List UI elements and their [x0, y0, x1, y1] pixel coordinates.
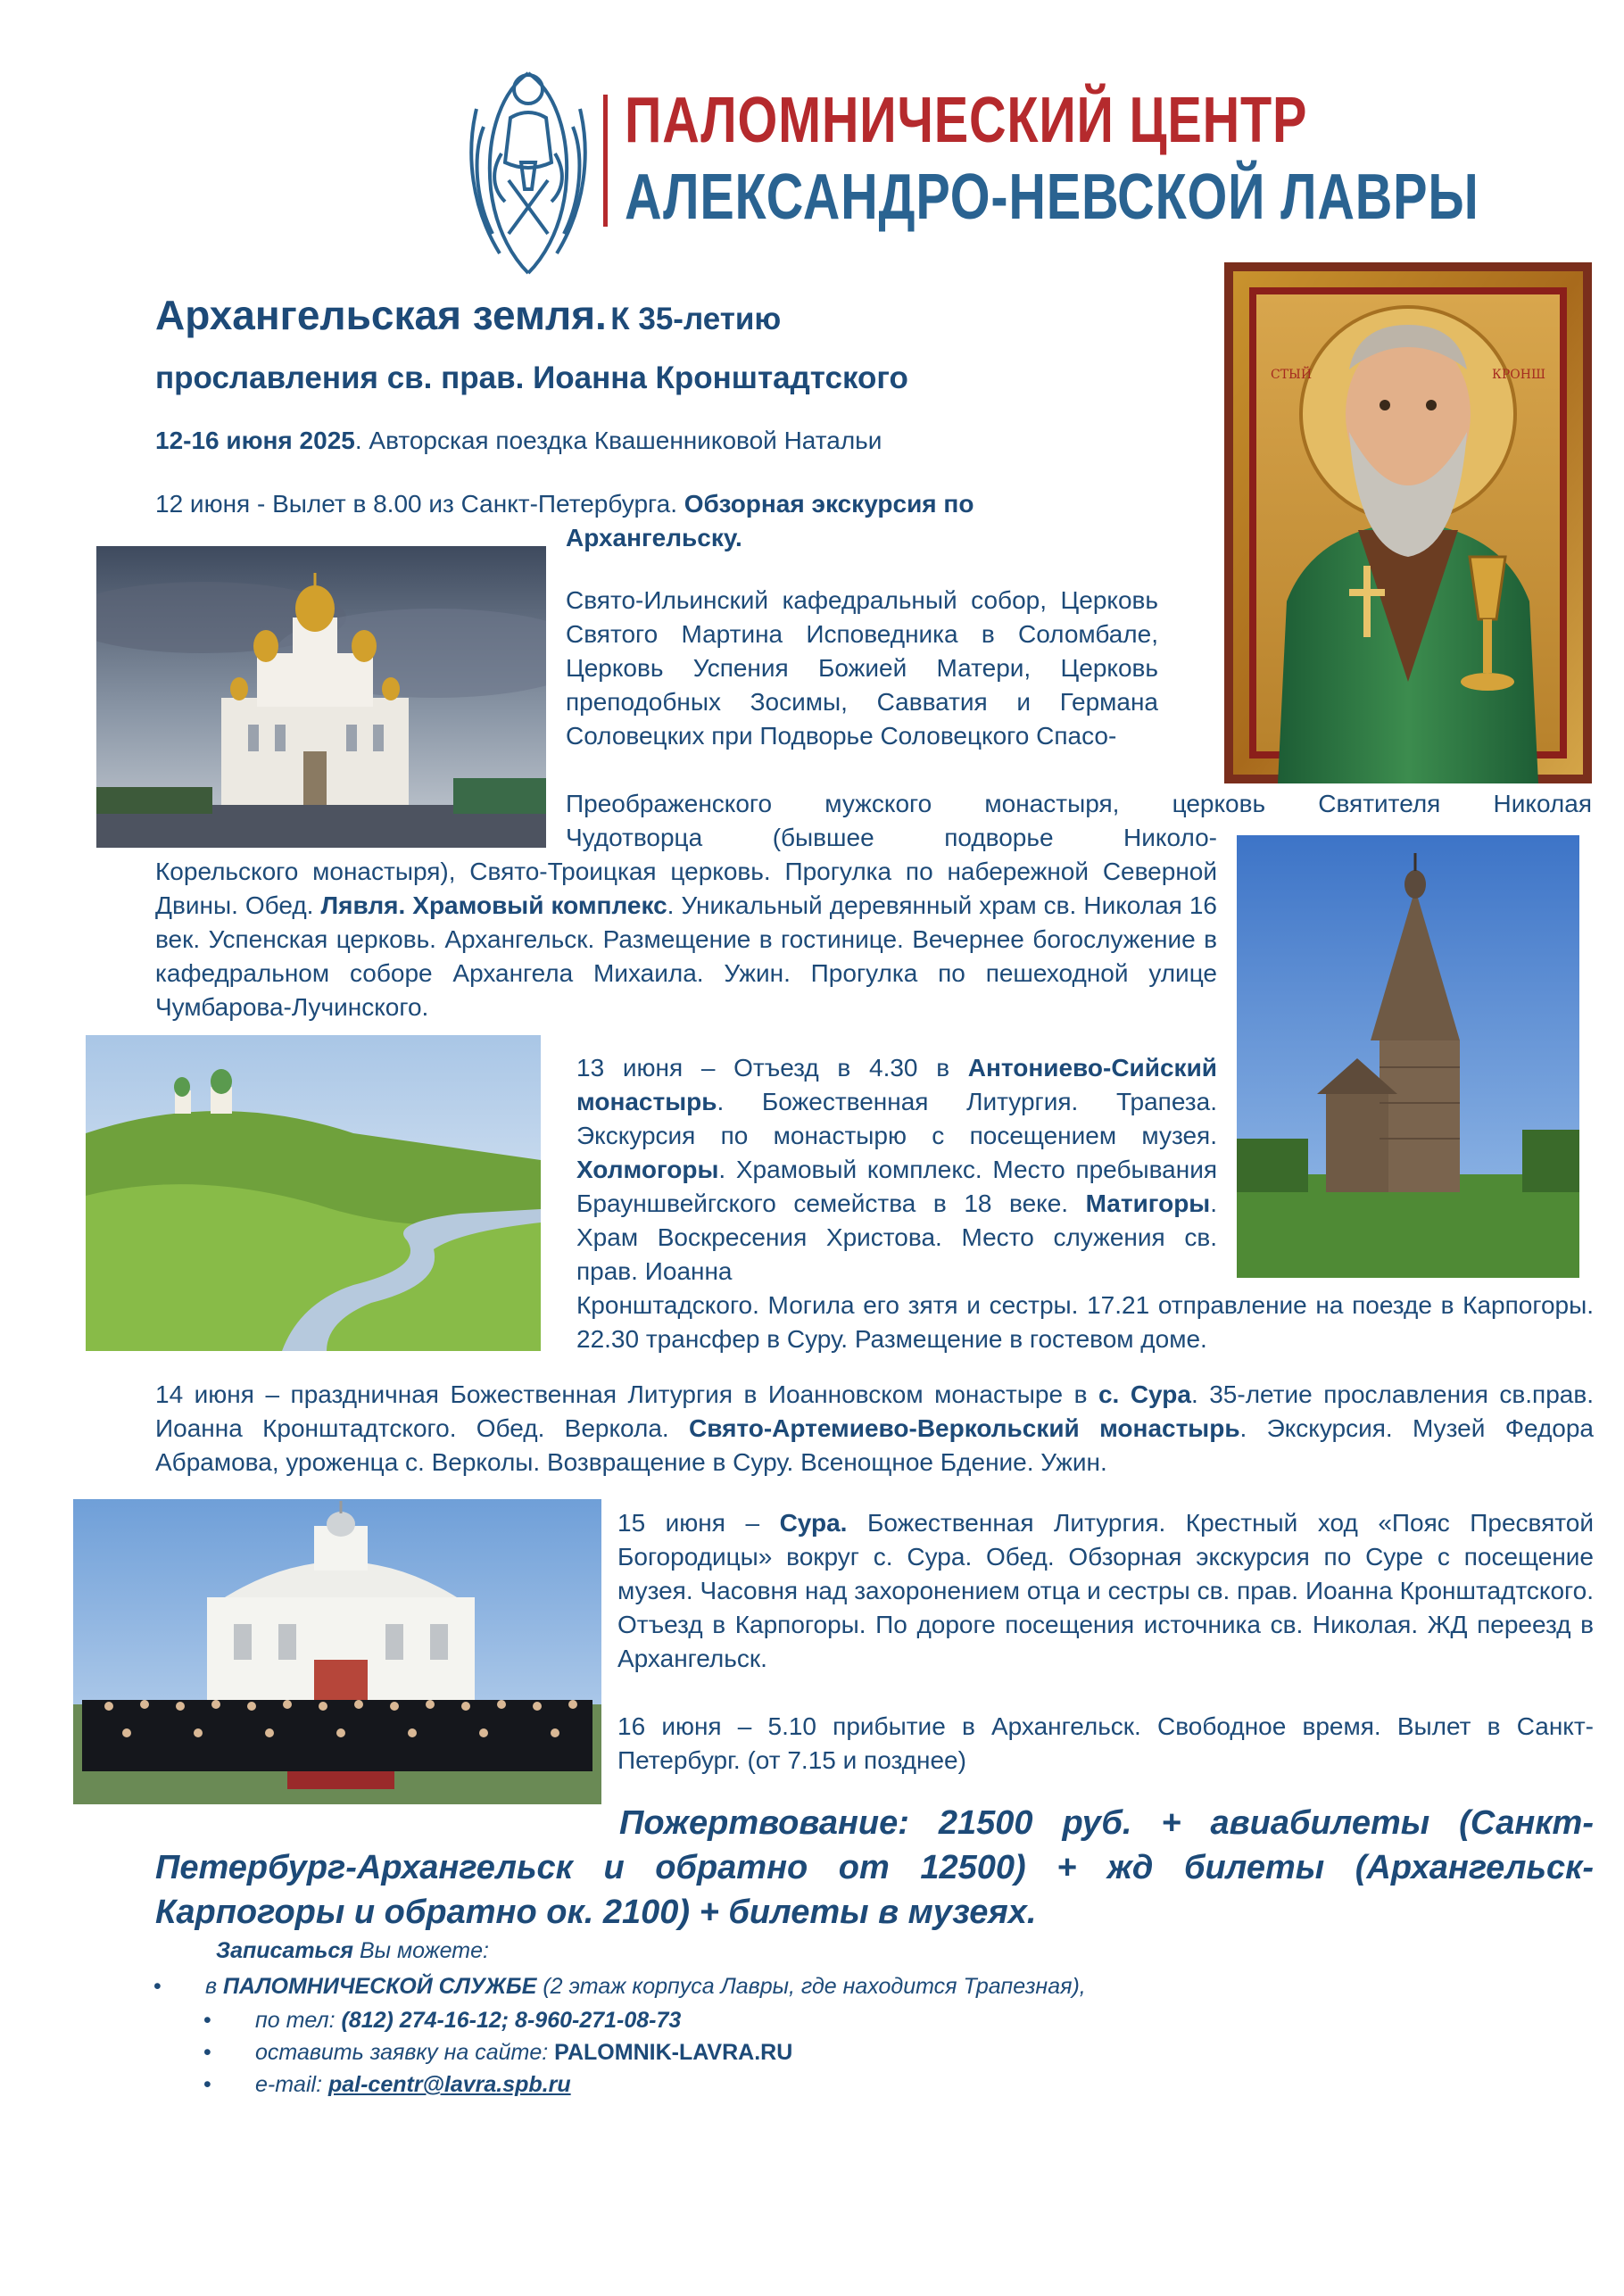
day12-rest: . Уникальный деревянный храм св. Николая 16 век. Успенская церковь. Архангельск. Размещение в гостинице. Вечернее богослужение в кафедральном соборе Архангела Михаила. Ужин. Прогулка по пешеходной улице Чумбарова-Лучинского.: [155, 891, 1217, 1021]
signup-list-nested: [255, 2004, 1504, 2101]
day12-second-line: [566, 521, 1158, 555]
day13-church: . Храм Воскресения Христова. Место служения св. прав. Иоанна: [576, 1189, 1217, 1285]
trip-dates: 12-16 июня 2025: [155, 427, 355, 454]
day15-sura: Сура.: [779, 1509, 848, 1537]
day12-intro: 12 июня - Вылет в 8.00 из Санкт-Петербурга.: [155, 490, 684, 518]
signup-item-site: • оставить заявку на сайте: PALOMNIK-LAVRA.RU: [255, 2036, 1504, 2068]
day14-verkola-monastery: Свято-Артемиево-Веркольский монастырь: [689, 1414, 1240, 1442]
logo-title-line2: АЛЕКСАНДРО-НЕВСКОЙ ЛАВРЫ: [625, 162, 1479, 233]
day14-anniversary: . 35-летие прославления св.прав. Иоанна Кронштадтского. Обед. Веркола.: [155, 1380, 1594, 1442]
day13-matigory: Матигоры: [1085, 1189, 1211, 1217]
website-link[interactable]: PALOMNIK-LAVRA.RU: [554, 2040, 793, 2065]
day12-paragraph1: Свято-Ильинский кафедральный собор, Церковь Святого Мартина Исповедника в Соломбале, Церковь Успения Божией Матери, Церковь преподобных Зосимы, Савватия и Германа Соловецких при Подворье Соловецкого Спасо-: [566, 586, 1158, 750]
logo-title-line1: ПАЛОМНИЧЕСКИЙ ЦЕНТР: [625, 85, 1308, 156]
email-link[interactable]: pal-centr@lavra.spb.ru: [327, 2072, 571, 2097]
day13-continuation: Кронштадского. Могила его зятя и сестры. 17.21 отправление на поезде в Карпогоры. 22.30 трансфер в Суру. Размещение в гостевом доме.: [576, 1291, 1594, 1353]
day12-first-line: [155, 487, 1158, 521]
page-title-tail: К 35-летию: [610, 302, 782, 336]
day12-city: Архангельску.: [566, 524, 742, 551]
day13-paragraph: [576, 1051, 1217, 1289]
icon-st-john-kronstadt: [1224, 262, 1592, 783]
day13-intro: 13 июня – Отъезд в 4.30 в: [576, 1054, 968, 1082]
page-title-line2: прославления св. прав. Иоанна Кронштадтского: [155, 361, 908, 395]
trip-author: . Авторская поездка Квашенниковой Натальи: [354, 427, 882, 454]
angel-emblem-icon: [466, 55, 591, 277]
day13-liturgy: . Божественная Литургия. Трапеза. Экскурсия по монастырю с посещением музея.: [576, 1088, 1217, 1149]
svg-text:СТЫЙ: СТЫЙ: [1271, 368, 1313, 382]
photo-wooden-church: [1237, 835, 1579, 1278]
pilgrim-service-label: ПАЛОМНИЧЕСКОЙ СЛУЖБЕ: [223, 1974, 537, 1999]
day12-tour-label: Обзорная экскурсия по: [684, 490, 974, 518]
day12-paragraph2: Преображенского мужского монастыря, церковь Святителя Николая: [566, 790, 1592, 817]
trip-subtitle: [155, 427, 882, 455]
svg-text:КРОНШ: КРОНШ: [1492, 368, 1545, 382]
day14-sura: с. Сура: [1098, 1380, 1191, 1408]
signup-heading-rest: Вы можете:: [353, 1938, 489, 1963]
day14-rest: . Экскурсия. Музей Федора Абрамова, уроженца с. Верколы. Возвращение в Суру. Всенощное Бдение. Ужин.: [155, 1414, 1594, 1476]
day13-monastery: Антониево-Сийский монастырь: [576, 1054, 1217, 1115]
signup-item-office: • в ПАЛОМНИЧЕСКОЙ СЛУЖБЕ (2 этаж корпуса Лавры, где находится Трапезная),: [205, 1970, 1454, 2002]
day12-walk: Корельского монастыря), Свято-Троицкая церковь. Прогулка по набережной Северной Двины. Обед.: [155, 858, 1217, 919]
donation-price: Пожертвование: 21500 руб. + авиабилеты (Санкт-Петербург-Архангельск и обратно от 12500) + жд билеты (Архангельск-Карпогоры и обратно ок. 2100) + билеты в музеях.: [155, 1804, 1594, 1931]
signup-heading-bold: Записаться: [216, 1938, 354, 1963]
day12-lyavlya: Лявля. Храмовый комплекс: [320, 891, 667, 919]
day12-paragraph3: Чудотворца (бывшее подворье Николо-: [566, 824, 1217, 851]
page-title-main: Архангельская земля.: [155, 292, 607, 338]
day12-paragraph4: [155, 855, 1217, 1024]
photo-antonievo-landscape: [86, 1035, 541, 1351]
day16-paragraph: 16 июня – 5.10 прибытие в Архангельск. Свободное время. Вылет в Санкт-Петербург. (от 7.15 и позднее): [617, 1712, 1594, 1774]
page-title: [155, 291, 781, 339]
logo-divider: [603, 95, 608, 227]
signup-heading: [216, 1938, 489, 1964]
day15-rest: Божественная Литургия. Крестный ход «Пояс Пресвятой Богородицы» вокруг с. Сура. Обед. Обзорная экскурсия по Суре с посещение музея. Часовня над захоронением отца и сестры св. прав. Иоанна Кронштадтского. Отъезд в Карпогоры. По дороге посещения источника св. Николая. ЖД переезд в Архангельск.: [617, 1509, 1594, 1672]
day13-complex: . Храмовый комплекс. Место пребывания Брауншвейгского семейства в 18 веке.: [576, 1156, 1217, 1217]
phone-numbers[interactable]: (812) 274-16-12; 8-960-271-08-73: [341, 2008, 682, 2033]
logo-emblem: [466, 55, 591, 277]
photo-cathedral: [96, 546, 546, 848]
day15-intro: 15 июня –: [617, 1509, 780, 1537]
signup-item-email: • e-mail: pal-centr@lavra.spb.ru: [255, 2068, 1504, 2101]
day13-kholmogory: Холмогоры: [576, 1156, 719, 1183]
day15-paragraph: [617, 1506, 1594, 1676]
photo-sura-monastery: [73, 1499, 601, 1804]
signup-item-phone: • по тел: (812) 274-16-12; 8-960-271-08-73: [255, 2004, 1504, 2036]
day14-paragraph: [155, 1378, 1594, 1480]
signup-list: [205, 1970, 1454, 2002]
day14-intro: 14 июня – праздничная Божественная Литургия в Иоанновском монастыре в: [155, 1380, 1098, 1408]
